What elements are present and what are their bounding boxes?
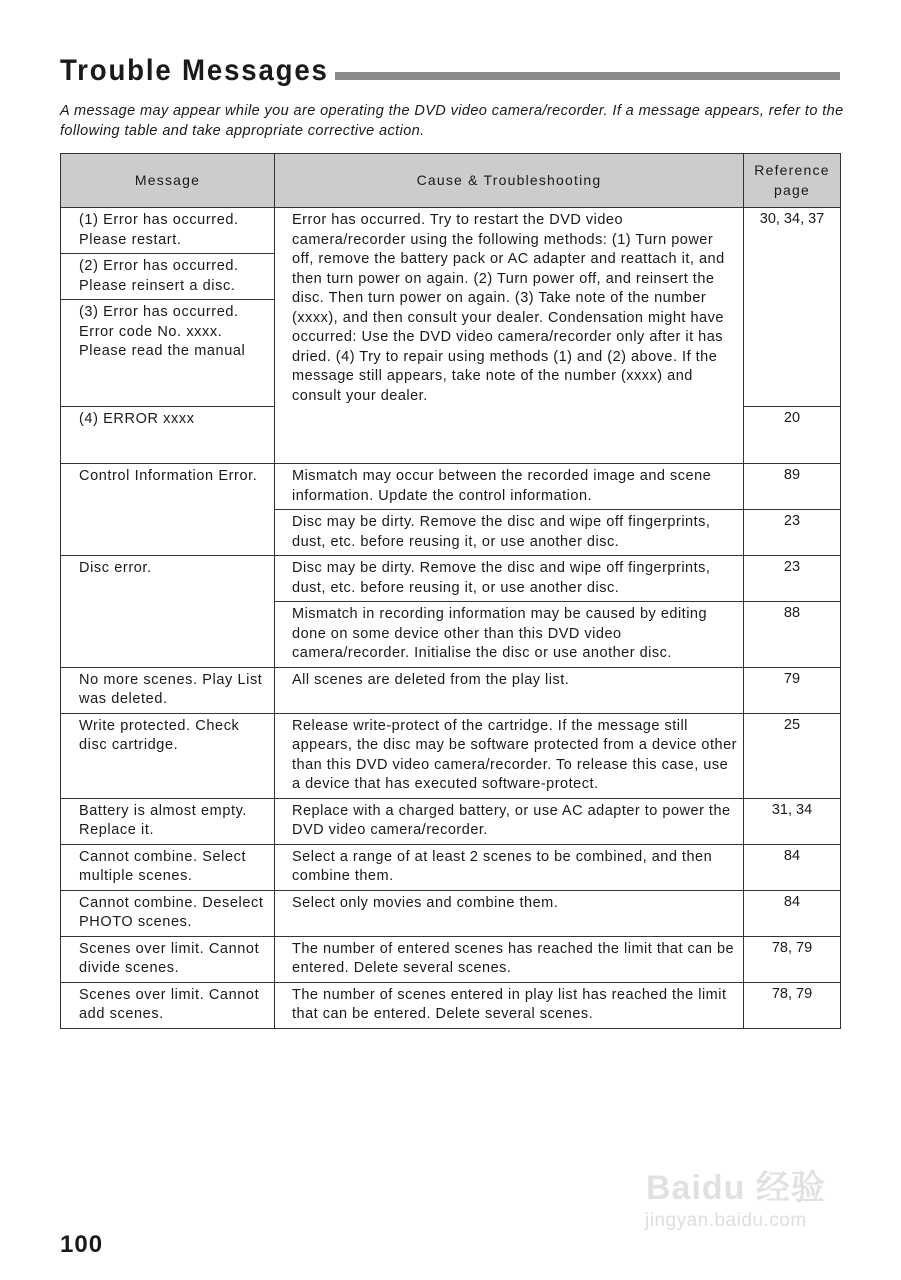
message-cell: (4) ERROR xxxx <box>61 407 275 464</box>
watermark-site: jingyan.baidu.com <box>645 1210 807 1231</box>
reference-header-line1: Reference <box>754 162 830 178</box>
cause-cell: All scenes are deleted from the play list. <box>275 667 744 713</box>
trouble-messages-table <box>60 153 841 1029</box>
cause-cell: Replace with a charged battery, or use AC adapter to power the DVD video camera/recorder. <box>275 798 744 844</box>
reference-cell: 25 <box>744 713 841 798</box>
cause-cell: Mismatch in recording information may be caused by editing done on some device other than this DVD video camera/recorder. Initialise the disc or use another disc. <box>275 602 744 668</box>
table-row <box>61 208 841 254</box>
cause-cell: Select only movies and combine them. <box>275 890 744 936</box>
reference-cell: 84 <box>744 844 841 890</box>
reference-cell: 20 <box>744 407 841 464</box>
baidu-watermark <box>640 1150 840 1250</box>
cause-cell: Mismatch may occur between the recorded image and scene information. Update the control information. <box>275 464 744 510</box>
reference-cell: 78, 79 <box>744 982 841 1028</box>
reference-cell: 23 <box>744 556 841 602</box>
table-row <box>61 464 841 510</box>
table-row <box>61 982 841 1028</box>
message-cell: Scenes over limit. Cannot divide scenes. <box>61 936 275 982</box>
intro-text: A message may appear while you are operating the DVD video camera/recorder. If a message appears, refer to the following table and take appropriate corrective action. <box>60 103 844 139</box>
column-header-message: Message <box>61 154 275 208</box>
table-row <box>61 667 841 713</box>
message-cell: Cannot combine. Deselect PHOTO scenes. <box>61 890 275 936</box>
reference-cell: 31, 34 <box>744 798 841 844</box>
message-cell: (1) Error has occurred. Please restart. <box>61 208 275 254</box>
table-row <box>61 798 841 844</box>
message-cell: Disc error. <box>61 556 275 668</box>
column-header-reference <box>744 154 841 208</box>
message-cell: No more scenes. Play List was deleted. <box>61 667 275 713</box>
table-row <box>61 890 841 936</box>
cause-cell: The number of entered scenes has reached the limit that can be entered. Delete several scenes. <box>275 936 744 982</box>
reference-cell: 23 <box>744 510 841 556</box>
cause-cell: Disc may be dirty. Remove the disc and wipe off fingerprints, dust, etc. before reusing it, or use another disc. <box>275 510 744 556</box>
table-row <box>61 713 841 798</box>
message-cell: (3) Error has occurred. Error code No. xxxx. Please read the manual <box>61 300 275 407</box>
reference-header-line2: page <box>774 181 810 198</box>
reference-cell: 84 <box>744 890 841 936</box>
table-row <box>61 844 841 890</box>
reference-cell: 88 <box>744 602 841 668</box>
cause-cell: Disc may be dirty. Remove the disc and wipe off fingerprints, dust, etc. before reusing it, or use another disc. <box>275 556 744 602</box>
reference-cell: 78, 79 <box>744 936 841 982</box>
reference-cell: 89 <box>744 464 841 510</box>
title-rule <box>335 72 840 80</box>
table-header-row <box>61 154 841 208</box>
message-cell: Scenes over limit. Cannot add scenes. <box>61 982 275 1028</box>
watermark-logo: Baidu 经验 <box>646 1169 826 1207</box>
cause-cell: Select a range of at least 2 scenes to be combined, and then combine them. <box>275 844 744 890</box>
message-cell: Cannot combine. Select multiple scenes. <box>61 844 275 890</box>
message-cell: (2) Error has occurred. Please reinsert a disc. <box>61 254 275 300</box>
message-cell: Battery is almost empty. Replace it. <box>61 798 275 844</box>
cause-cell: Release write-protect of the cartridge. If the message still appears, the disc may be software protected from a device other than this DVD video camera/recorder. To release this case, use a device that has executed software-protect. <box>275 713 744 798</box>
page-number: 100 <box>60 1231 104 1258</box>
reference-cell: 79 <box>744 667 841 713</box>
table-row <box>61 556 841 602</box>
reference-cell: 30, 34, 37 <box>744 208 841 407</box>
page-title: Trouble Messages <box>60 54 329 87</box>
cause-cell: Error has occurred. Try to restart the DVD video camera/recorder using the following methods: (1) Turn power off, remove the battery pack or AC adapter and reattach it, and then turn power on again. (2) Turn power off, and reinsert the disc. Then turn power on again. (3) Take note of the number (xxxx), and then consult your dealer. Condensation might have occurred: Use the DVD video camera/recorder only after it has dried. (4) Try to repair using methods (1) and (2) above. If the message still appears, take note of the number (xxxx) and consult your dealer. <box>275 208 744 464</box>
message-cell: Write protected. Check disc cartridge. <box>61 713 275 798</box>
cause-cell: The number of scenes entered in play list has reached the limit that can be entered. Delete several scenes. <box>275 982 744 1028</box>
table-row <box>61 936 841 982</box>
message-cell: Control Information Error. <box>61 464 275 556</box>
column-header-cause: Cause & Troubleshooting <box>275 154 744 208</box>
